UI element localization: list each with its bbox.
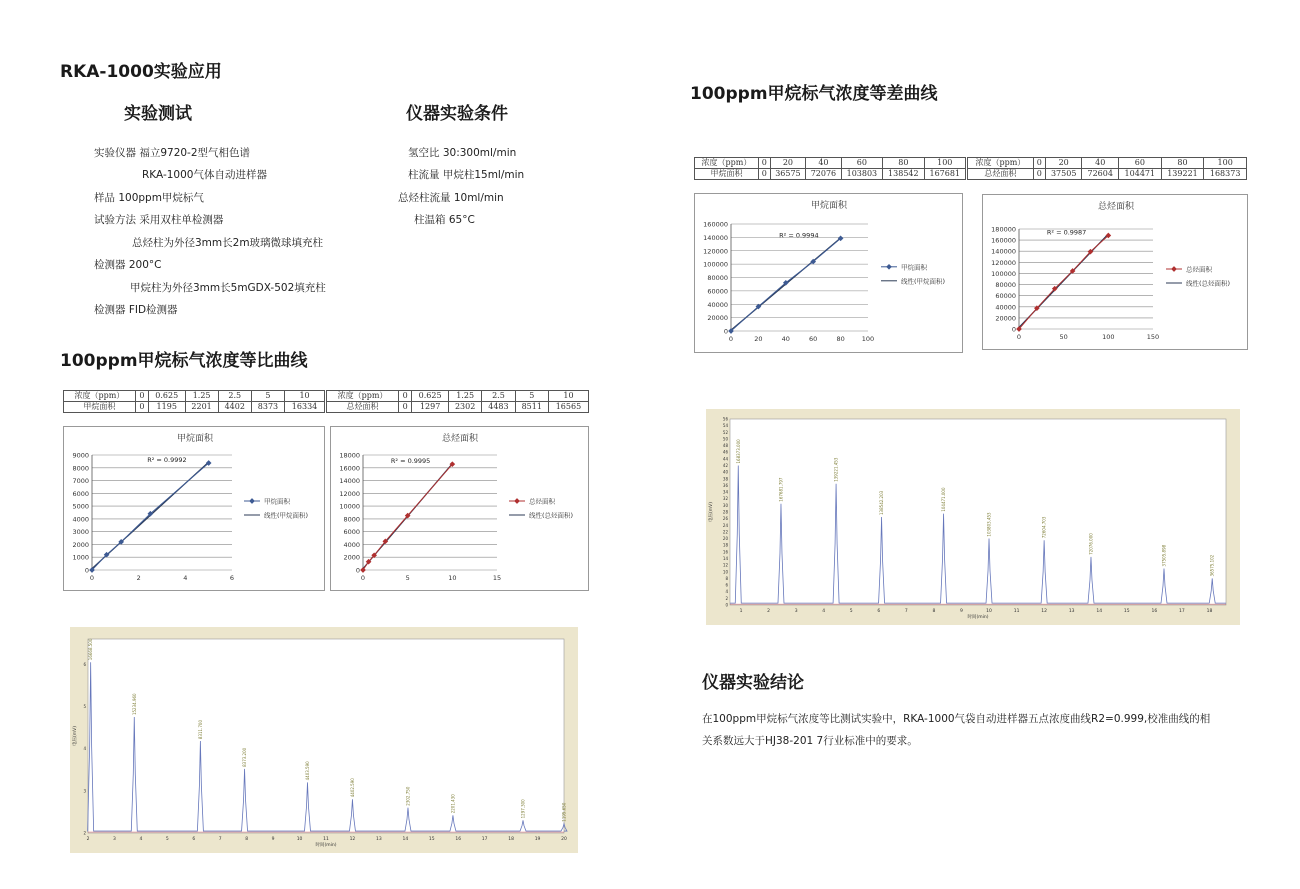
table-cell: 36575: [770, 169, 806, 180]
legend-marker: [1171, 266, 1177, 272]
y-tick-label: 30: [722, 502, 728, 508]
peak-label: 16668.500: [88, 638, 94, 661]
y-tick-label: 3: [83, 788, 86, 794]
table-cell: 甲烷面积: [695, 169, 759, 180]
x-tick-label: 17: [481, 837, 488, 842]
x-tick-label: 14: [1096, 609, 1103, 614]
chart-title: 总烃面积: [1097, 202, 1135, 212]
table-cell: 0: [1033, 169, 1045, 180]
y-tick-label: 1000: [72, 553, 89, 562]
legend-label: 线性(总烃面积): [1186, 279, 1231, 288]
calibration-chart-methane-diff: [695, 194, 964, 354]
x-tick-label: 7: [218, 837, 222, 842]
x-tick-label: 50: [1059, 333, 1068, 341]
y-tick-label: 40: [722, 469, 728, 475]
ratio-curve-title: 100ppm甲烷标气浓度等比曲线: [60, 351, 308, 371]
cond-line: 柱流量 甲烷柱15ml/min: [408, 169, 525, 181]
y-tick-label: 0: [723, 327, 728, 336]
y-tick-label: 6: [83, 661, 86, 667]
x-tick-label: 5: [405, 574, 410, 582]
table-cell: 4483: [482, 402, 515, 413]
table-cell: 100: [1204, 158, 1247, 169]
r2-label: R² = 0.9995: [390, 457, 431, 466]
x-tick-label: 15: [1123, 609, 1130, 614]
x-tick-label: 15: [492, 574, 502, 582]
y-tick-label: 120000: [991, 258, 1016, 267]
y-tick-label: 34: [722, 489, 728, 495]
y-tick-label: 54: [722, 423, 728, 429]
y-tick-label: 18000: [339, 451, 360, 460]
x-tick-label: 11: [1013, 609, 1020, 614]
plot-area: [730, 419, 1226, 605]
peak-label: 1195.650: [561, 802, 567, 822]
x-tick-label: 5: [849, 609, 853, 614]
table-cell: 5: [251, 391, 284, 402]
r2-label: R² = 0.9992: [147, 456, 187, 465]
series-line: [1019, 235, 1108, 329]
peak-label: 36575.102: [1209, 554, 1215, 577]
y-tick-label: 120000: [703, 247, 728, 256]
r2-label: R² = 0.9987: [1046, 228, 1087, 237]
table-cell: 浓度（ppm）: [695, 158, 759, 169]
y-tick-label: 8000: [343, 515, 360, 524]
x-tick-label: 2: [767, 609, 771, 614]
x-tick-label: 20: [754, 335, 763, 343]
table-cell: 0.625: [412, 391, 449, 402]
table-cell: 2302: [448, 402, 481, 413]
table-cell: 80: [883, 158, 924, 169]
y-tick-label: 22: [722, 529, 728, 535]
peak-label: 138542.203: [879, 490, 885, 515]
peak-label: 8373.200: [242, 747, 248, 767]
y-tick-label: 5: [83, 703, 86, 709]
peak-label: 72604.703: [1041, 516, 1047, 539]
x-tick-label: 3: [113, 837, 116, 842]
chart-title: 总烃面积: [441, 434, 479, 444]
x-tick-label: 3: [794, 609, 798, 614]
peak-label: 2201.430: [450, 794, 456, 814]
x-tick-label: 18: [1206, 609, 1213, 614]
y-tick-label: 100000: [991, 269, 1016, 278]
chart-box: [330, 426, 589, 591]
table-cell: 5: [515, 391, 548, 402]
exp-line: RKA-1000气体自动进样器: [142, 169, 267, 181]
y-tick-label: 6: [725, 582, 728, 588]
y-tick-label: 5000: [72, 502, 89, 511]
table-cell: 0: [399, 391, 412, 402]
y-tick-label: 32: [722, 496, 728, 502]
x-tick-label: 14: [402, 837, 409, 842]
x-tick-label: 40: [781, 335, 790, 343]
legend-label: 总烃面积: [529, 497, 555, 506]
peak-label: 167681.797: [778, 477, 784, 502]
x-tick-label: 2: [136, 574, 141, 582]
page-title: RKA-1000实验应用: [60, 62, 222, 82]
y-tick-label: 9000: [72, 451, 89, 460]
calibration-chart-methane-ratio: [64, 427, 326, 592]
x-tick-label: 4: [139, 837, 143, 842]
x-tick-label: 4: [183, 574, 188, 582]
ratio-table-total: [326, 390, 589, 413]
x-tick-label: 12: [349, 837, 356, 842]
legend-marker: [886, 264, 892, 270]
table-cell: 168373: [1204, 169, 1247, 180]
legend-label: 线性(总烃面积): [529, 511, 574, 520]
y-tick-label: 140000: [991, 247, 1016, 256]
x-tick-label: 8: [245, 837, 249, 842]
legend-label: 线性(甲烷面积): [264, 511, 309, 520]
x-tick-label: 100: [1102, 333, 1115, 341]
y-tick-label: 56: [722, 416, 728, 422]
table-cell: 10: [548, 391, 588, 402]
y-tick-label: 3000: [72, 528, 89, 537]
x-tick-label: 19: [534, 837, 541, 842]
diff-table-methane: [694, 157, 966, 180]
chart-title: 甲烷面积: [810, 201, 848, 211]
x-tick-label: 12: [1041, 609, 1048, 614]
y-axis-label: 电压(mV): [709, 502, 714, 522]
y-tick-label: 10000: [339, 502, 360, 511]
x-tick-label: 10: [986, 609, 992, 614]
table-cell: 浓度（ppm）: [64, 391, 136, 402]
table-cell: 总烃面积: [327, 402, 399, 413]
y-tick-label: 2: [83, 830, 86, 836]
chart-box: [63, 426, 325, 591]
x-tick-label: 0: [360, 574, 366, 582]
x-tick-label: 7: [904, 609, 908, 614]
table-cell: 20: [770, 158, 806, 169]
table-cell: 1.25: [448, 391, 481, 402]
chromatogram-ratio: [70, 627, 578, 853]
y-tick-label: 38: [722, 476, 728, 482]
x-tick-label: 10: [296, 837, 303, 842]
x-tick-label: 18: [508, 837, 514, 842]
chromatogram-diff: [706, 409, 1240, 625]
plot-area: [88, 639, 564, 833]
table-cell: 0: [1033, 158, 1045, 169]
table-cell: 1195: [148, 402, 185, 413]
x-tick-label: 17: [1179, 609, 1185, 614]
y-tick-label: 0: [355, 566, 360, 575]
y-tick-label: 80000: [995, 281, 1016, 290]
y-tick-label: 26: [722, 516, 728, 522]
x-tick-label: 6: [192, 837, 196, 842]
y-tick-label: 0: [725, 602, 728, 608]
x-tick-label: 6: [877, 609, 881, 614]
peak-label: 139221.453: [833, 457, 839, 482]
x-tick-label: 100: [861, 335, 875, 343]
table-cell: 80: [1161, 158, 1204, 169]
table-cell: 100: [924, 158, 965, 169]
y-tick-label: 8: [725, 575, 728, 581]
peak-label: 1297.300: [520, 799, 526, 819]
x-tick-label: 6: [229, 574, 235, 582]
peak-label: 104471.000: [941, 487, 947, 512]
table-cell: 8373: [251, 402, 284, 413]
calibration-chart-total-ratio: [331, 427, 590, 592]
y-tick-label: 60000: [707, 287, 728, 296]
y-tick-label: 20000: [707, 314, 728, 323]
x-tick-label: 0: [89, 574, 95, 582]
x-tick-label: 4: [822, 609, 826, 614]
exp-line: 总烃柱为外径3mm长2m玻璃微球填充柱: [132, 237, 324, 249]
table-cell: 0: [135, 402, 148, 413]
y-tick-label: 24: [722, 522, 728, 528]
y-tick-label: 48: [722, 443, 728, 449]
y-tick-label: 6000: [72, 489, 89, 498]
table-cell: 2.5: [218, 391, 251, 402]
peak-label: 37505.898: [1161, 544, 1167, 567]
y-tick-label: 180000: [991, 225, 1016, 234]
y-tick-label: 28: [722, 509, 728, 515]
y-tick-label: 2000: [72, 540, 89, 549]
y-tick-label: 4000: [72, 515, 89, 524]
y-tick-label: 4000: [343, 540, 360, 549]
y-tick-label: 10: [722, 569, 728, 575]
y-tick-label: 14: [722, 556, 728, 561]
conclusion-line: 在100ppm甲烷标气浓度等比测试实验中，RKA-1000气袋自动进样器五点浓度曲线R2=0.999,校准曲线的相: [702, 713, 1211, 725]
y-tick-label: 12: [722, 562, 728, 568]
x-tick-label: 9: [960, 609, 963, 614]
y-tick-label: 6000: [343, 528, 360, 537]
table-cell: 2201: [185, 402, 218, 413]
table-cell: 浓度（ppm）: [968, 158, 1034, 169]
y-tick-label: 16: [722, 549, 728, 555]
table-cell: 139221: [1161, 169, 1204, 180]
ratio-table-methane: [63, 390, 325, 413]
r2-label: R² = 0.9994: [779, 231, 819, 240]
table-cell: 甲烷面积: [64, 402, 136, 413]
table-cell: 16334: [285, 402, 325, 413]
y-tick-label: 46: [722, 449, 728, 455]
peak-label: 4403.590: [304, 761, 310, 781]
legend-label: 总烃面积: [1186, 265, 1212, 274]
y-tick-label: 40000: [707, 300, 728, 309]
table-cell: 138542: [883, 169, 924, 180]
y-tick-label: 8000: [72, 464, 89, 473]
chromatogram-panel: [706, 409, 1240, 625]
table-cell: 60: [841, 158, 882, 169]
y-tick-label: 60000: [995, 292, 1016, 301]
legend-label: 甲烷面积: [264, 497, 290, 506]
y-tick-label: 7000: [72, 477, 89, 486]
y-tick-label: 16000: [339, 464, 360, 473]
y-tick-label: 80000: [707, 274, 728, 282]
table-cell: 0: [758, 169, 770, 180]
cond-line: 总烃柱流量 10ml/min: [398, 192, 504, 204]
x-tick-label: 2: [86, 837, 90, 842]
x-tick-label: 16: [1151, 609, 1158, 614]
chromatogram-panel: [70, 627, 578, 853]
table-cell: 浓度（ppm）: [327, 391, 399, 402]
y-tick-label: 2: [725, 595, 728, 601]
exp-line: 试验方法 采用双柱单检测器: [94, 214, 224, 226]
table-cell: 20: [1045, 158, 1082, 169]
y-tick-label: 20: [722, 536, 728, 542]
chart-title: 甲烷面积: [176, 434, 214, 444]
x-tick-label: 0: [728, 335, 734, 343]
y-tick-label: 0: [1011, 325, 1016, 334]
diff-table-total: [967, 157, 1247, 180]
x-tick-label: 13: [1068, 609, 1075, 614]
table-cell: 16565: [548, 402, 588, 413]
table-cell: 72076: [806, 169, 842, 180]
y-tick-label: 44: [722, 456, 728, 462]
table-cell: 总烃面积: [968, 169, 1034, 180]
peak-label: 8311.700: [197, 719, 203, 740]
x-tick-label: 80: [836, 335, 845, 343]
exp-test-title: 实验测试: [124, 104, 192, 124]
exp-line: 检测器 FID检测器: [94, 304, 178, 316]
x-tick-label: 10: [448, 574, 457, 582]
y-tick-label: 42: [722, 463, 728, 468]
exp-line: 检测器 200°C: [94, 259, 162, 271]
y-tick-label: 52: [722, 429, 728, 435]
peak-label: 168373.000: [735, 439, 741, 464]
exp-line: 甲烷柱为外径3mm长5mGDX-502填充柱: [130, 282, 326, 294]
table-cell: 0: [399, 402, 412, 413]
y-tick-label: 4: [83, 746, 86, 752]
y-tick-label: 2000: [343, 553, 360, 562]
table-cell: 1.25: [185, 391, 218, 402]
conclusion-title: 仪器实验结论: [702, 673, 804, 693]
table-cell: 0: [135, 391, 148, 402]
peak-label: 72076.000: [1088, 533, 1094, 555]
conclusion-text: [702, 708, 1262, 752]
peak-label: 2302.750: [405, 786, 411, 806]
table-cell: 1297: [412, 402, 449, 413]
peak-label: 4402.590: [349, 778, 355, 798]
x-tick-label: 15: [428, 837, 435, 842]
legend-label: 甲烷面积: [901, 263, 927, 272]
table-cell: 72604: [1082, 169, 1119, 180]
y-tick-label: 0: [84, 566, 89, 575]
table-cell: 2.5: [482, 391, 515, 402]
y-tick-label: 14000: [339, 477, 360, 486]
table-cell: 0.625: [148, 391, 185, 402]
cond-line: 氢空比 30:300ml/min: [408, 147, 517, 159]
conclusion-line: 关系数远大于HJ38-201 7行业标准中的要求。: [702, 735, 918, 747]
y-tick-label: 12000: [339, 489, 360, 498]
y-tick-label: 40000: [995, 303, 1016, 312]
x-tick-label: 16: [455, 837, 462, 842]
chart-box: [694, 193, 963, 353]
x-axis-label: 时间(min): [967, 615, 989, 620]
table-cell: 8511: [515, 402, 548, 413]
x-axis-label: 时间(min): [315, 843, 337, 848]
x-tick-label: 9: [271, 837, 275, 842]
x-tick-label: 150: [1146, 333, 1160, 341]
cond-line: 柱温箱 65°C: [414, 214, 475, 226]
table-cell: 0: [758, 158, 770, 169]
instr-cond-title: 仪器实验条件: [406, 104, 508, 124]
y-tick-label: 20000: [995, 314, 1016, 323]
table-cell: 40: [1082, 158, 1119, 169]
exp-line: 实验仪器 福立9720-2型气相色谱: [94, 147, 251, 159]
legend-label: 线性(甲烷面积): [901, 277, 946, 286]
table-cell: 103803: [841, 169, 882, 180]
exp-line: 样品 100ppm甲烷标气: [94, 192, 204, 204]
y-tick-label: 50: [722, 436, 728, 442]
y-tick-label: 4: [725, 589, 728, 595]
table-cell: 4402: [218, 402, 251, 413]
x-tick-label: 13: [376, 837, 382, 842]
calibration-chart-total-diff: [983, 195, 1249, 351]
table-cell: 167681: [924, 169, 965, 180]
chart-box: [982, 194, 1248, 350]
x-tick-label: 1: [739, 609, 743, 614]
y-tick-label: 100000: [703, 260, 728, 269]
y-tick-label: 160000: [703, 220, 728, 229]
y-tick-label: 18: [722, 542, 728, 548]
table-cell: 60: [1119, 158, 1162, 169]
table-cell: 37505: [1045, 169, 1082, 180]
y-tick-label: 140000: [703, 233, 728, 242]
x-tick-label: 5: [165, 837, 169, 842]
peak-label: 15234.960: [131, 693, 137, 716]
table-cell: 10: [285, 391, 325, 402]
y-axis-label: 电压(mV): [73, 726, 78, 746]
y-tick-label: 36: [722, 482, 728, 488]
peak-label: 103803.453: [986, 512, 992, 537]
legend-marker: [514, 498, 520, 504]
x-tick-label: 11: [323, 837, 329, 842]
table-cell: 104471: [1119, 169, 1162, 180]
x-tick-label: 0: [1016, 333, 1022, 341]
x-tick-label: 60: [809, 335, 818, 343]
legend-marker: [249, 498, 255, 504]
table-cell: 40: [806, 158, 842, 169]
x-tick-label: 8: [932, 609, 936, 614]
diff-curve-title: 100ppm甲烷标气浓度等差曲线: [690, 84, 938, 104]
y-tick-label: 160000: [991, 236, 1016, 245]
x-tick-label: 20: [561, 837, 567, 842]
data-point: [360, 567, 366, 573]
